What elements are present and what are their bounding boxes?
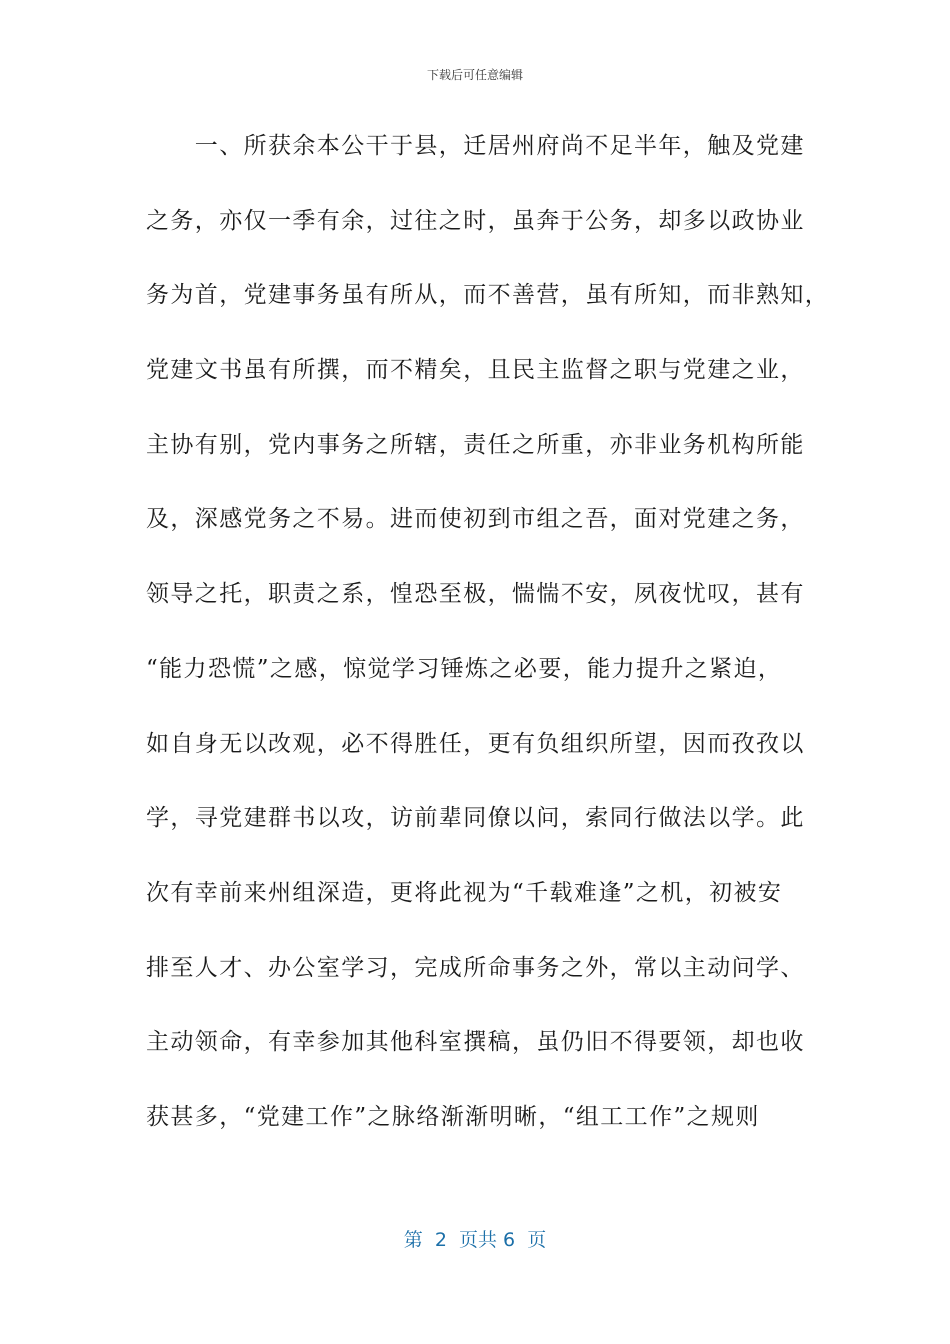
text-line: 排至人才、办公室学习，完成所命事务之外，常以主动问学、 <box>146 954 805 981</box>
text-line: “能力恐慌”之感，惊觉学习锤炼之必要，能力提升之紧迫， <box>146 655 783 682</box>
text-line: 一、所获余本公干于县，迁居州府尚不足半年，触及党建 <box>146 133 805 159</box>
body-paragraph <box>146 127 830 1173</box>
page-number-text: 第 2 页共 6 页 <box>403 1229 547 1251</box>
text-line: 次有幸前来州组深造，更将此视为“千载难逢”之机，初被安 <box>146 879 783 906</box>
text-line: 及，深感党务之不易。进而使初到市组之吾，面对党建之务， <box>146 506 805 533</box>
page-number-footer <box>0 1225 950 1252</box>
page-header: 下载后可任意编辑 <box>426 68 523 82</box>
text-line: 领导之托，职责之系，惶恐至极，惴惴不安，夙夜忧叹，甚有 <box>146 581 805 608</box>
text-line: 获甚多，“党建工作”之脉络渐渐明晰，“组工工作”之规则 <box>146 1103 760 1130</box>
text-line: 之务，亦仅一季有余，过往之时，虽奔于公务，却多以政协业 <box>146 207 805 234</box>
text-line: 党建文书虽有所撰，而不精矣，且民主监督之职与党建之业， <box>146 357 805 384</box>
text-line: 主协有别，党内事务之所辖，责任之所重，亦非业务机构所能 <box>146 431 805 458</box>
text-line: 主动领命，有幸参加其他科室撰稿，虽仍旧不得要领，却也收 <box>146 1029 805 1056</box>
text-line: 务为首，党建事务虽有所从，而不善营，虽有所知，而非熟知， <box>146 282 830 309</box>
text-line: 学，寻党建群书以攻，访前辈同僚以问，索同行做法以学。此 <box>146 805 805 832</box>
text-line: 如自身无以改观，必不得胜任，更有负组织所望，因而孜孜以 <box>146 730 805 757</box>
